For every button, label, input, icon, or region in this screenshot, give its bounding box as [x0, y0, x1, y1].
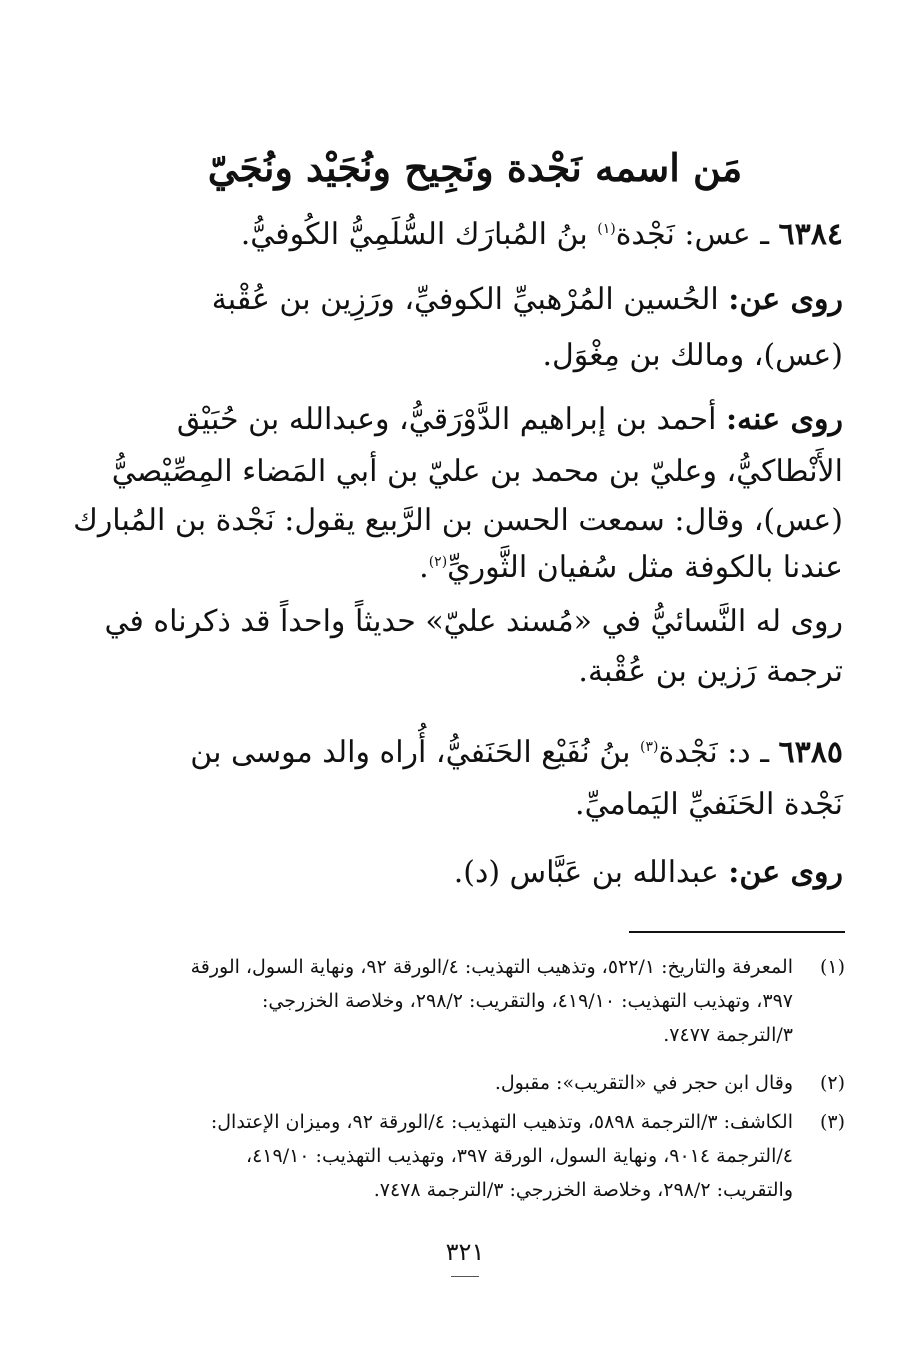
- footnote-line: وقال ابن حجر في «التقريب»: مقبول.: [494, 1072, 793, 1094]
- footnote-ref[interactable]: (٢): [428, 554, 448, 570]
- footnote-line: ٣/الترجمة ٧٤٧٧.: [663, 1024, 793, 1046]
- narrated-from-label: روى عن:: [728, 282, 843, 317]
- footnote-marker: (١): [819, 956, 845, 978]
- entry-6384-title: [137, 215, 843, 255]
- narrated-by-line: [137, 400, 843, 440]
- narrated-from-label: روى عن:: [728, 855, 843, 890]
- section-heading: مَن اسمه نَجْدة ونَجِيح ونُجَيْد ونُجَيّ: [207, 145, 743, 190]
- entry-number: ٦٣٨٤: [778, 217, 843, 252]
- note-line: روى له النَّسائيُّ في «مُسند عليّ» حديثاً واحداً قد ذكرناه في: [104, 604, 843, 639]
- narrated-by-line: (عس)، وقال: سمعت الحسن بن الرَّبيع يقول: نَجْدة بن المُبارك: [73, 503, 843, 538]
- narrated-from-line: [137, 280, 843, 320]
- footnote-line: والتقريب: ٢٩٨/٢، وخلاصة الخزرجي: ٣/الترجمة ٧٤٧٨.: [373, 1179, 793, 1201]
- narrated-from-text: الحُسين المُرْهبيِّ الكوفيِّ، ورَزِين بن عُقْبة: [211, 282, 719, 317]
- narrated-from-line: [137, 853, 843, 893]
- footnote-line: ٤/الترجمة ٩٠١٤، ونهاية السول، الورقة ٣٩٧، وتهذيب التهذيب: ٤١٩/١٠،: [245, 1145, 793, 1167]
- entry-6385-title: [137, 733, 843, 773]
- footnote-line: المعرفة والتاريخ: ٥٢٢/١، وتذهيب التهذيب: ٤/الورقة ٩٢، ونهاية السول، الورقة: [190, 956, 793, 978]
- footnote-marker: (٢): [819, 1072, 845, 1094]
- footnote-ref[interactable]: (٣): [640, 739, 659, 755]
- footnote-marker: (٣): [819, 1111, 845, 1133]
- narrated-by-label: روى عنه:: [725, 402, 843, 437]
- entry-title-rest: بنُ نُفَيْع الحَنَفيُّ، أُراه والد موسى بن: [190, 735, 631, 770]
- entry-title: ـ د: نَجْدة: [658, 735, 769, 770]
- entry-title-rest: بنُ المُبارَك السُّلَمِيُّ الكُوفيُّ.: [240, 217, 588, 252]
- narrated-by-text: أحمد بن إبراهيم الدَّوْرَقيُّ، وعبدالله بن حُبَيْق: [176, 402, 717, 437]
- footnote-ref[interactable]: (١): [597, 221, 616, 237]
- page-number-underline: [451, 1276, 479, 1277]
- footnote-2: [137, 1066, 845, 1100]
- entry-title-line: نَجْدة الحَنَفيِّ اليَماميِّ.: [575, 787, 843, 822]
- entry-number: ٦٣٨٥: [778, 735, 843, 770]
- footnote-line: الكاشف: ٣/الترجمة ٥٨٩٨، وتذهيب التهذيب: ٤/الورقة ٩٢، وميزان الإعتدال:: [210, 1111, 793, 1133]
- narrated-from-line: (عس)، ومالك بن مِغْوَل.: [542, 338, 843, 373]
- page-number: ٣٢١: [445, 1238, 485, 1266]
- note-line: ترجمة رَزين بن عُقْبة.: [578, 654, 843, 689]
- narrated-from-text: عبدالله بن عَبَّاس (د).: [453, 855, 719, 890]
- narrated-by-line: [137, 548, 843, 588]
- period: .: [419, 550, 429, 585]
- narrated-by-text: عندنا بالكوفة مثل سُفيان الثَّوريِّ: [447, 550, 843, 585]
- footnote-line: ٣٩٧، وتهذيب التهذيب: ٤١٩/١٠، والتقريب: ٢٩٨/٢، وخلاصة الخزرجي:: [262, 990, 793, 1012]
- footnote-3: [137, 1105, 845, 1207]
- narrated-by-line: الأَنْطاكيُّ، وعليّ بن محمد بن عليّ بن أبي المَضاء المِصِّيْصيُّ: [111, 454, 843, 489]
- footnote-separator: [629, 931, 845, 933]
- entry-title: ـ عس: نَجْدة: [615, 217, 769, 252]
- footnote-1: [137, 950, 845, 1052]
